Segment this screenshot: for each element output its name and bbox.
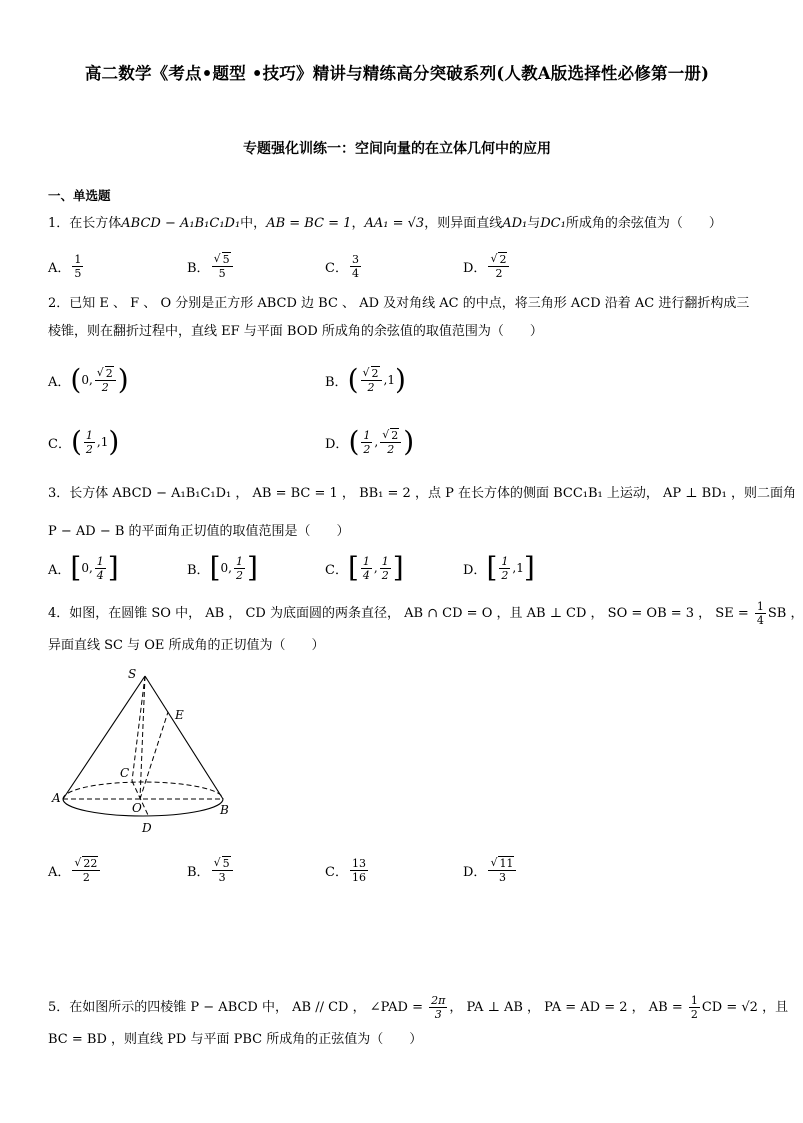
option-label: A． [48,260,71,276]
question-1-option-c[interactable] [325,244,363,288]
label-c: C [120,766,130,780]
section-heading: 一、单选题 [48,188,111,203]
question-2-option-c[interactable]: C． ( $\frac{1}{2}$ ,1 ) [48,425,120,458]
question-5-stem-line-1: 5．在如图所示的四棱锥 P − ABCD 中， AB // CD ， ∠PAD = $\frac{2\pi}{3}$ ， PA ⊥ AB ， PA = AD = 2 ， AB = $\frac{1}{2}$ CD = √2 ，且 [48,994,789,1021]
label-a: A [52,791,61,805]
question-3-option-b[interactable]: B． [ 0, $\frac{1}{2}$ ] [187,551,258,584]
segment-oe [140,712,168,799]
question-4-option-b[interactable] [187,848,235,892]
option-fraction: √ $\frac{5}{3}$ [212,857,233,884]
option-label: C． [325,864,348,880]
question-3-option-d[interactable]: D． [ $\frac{1}{2}$ ,1 ] [463,551,535,584]
question-4-option-c[interactable] [325,848,370,892]
question-2-option-a[interactable]: A． ( 0, √ $\frac{2}{2}$ ) [48,358,129,402]
option-fraction: $\frac{3}{4}$ [351,252,359,280]
question-4-option-d[interactable] [463,848,518,892]
option-label: B． [187,864,210,880]
question-4-stem-line-2: 异面直线 SC 与 OE 所成角的正切值为（ ） [48,638,325,653]
option-fraction: $\frac{1}{5}$ [74,252,82,280]
question-1-stem: 1．在长方体ABCD − A₁B₁C₁D₁中，AB = BC = 1，AA₁ = √3，则异面直线AD₁与DC₁所成角的余弦值为（ ） [48,216,722,231]
question-2-option-d[interactable]: D． ( $\frac{1}{2}$ , √ $\frac{2}{2}$ ) [325,420,414,464]
option-fraction: √ $\frac{2}{2}$ [488,253,509,280]
question-2-stem-line-1: 2．已知 E 、 F 、 O 分别是正方形 ABCD 边 BC 、 AD 及对角线 AC 的中点，将三角形 ACD 沿着 AC 进行翻折构成三 [48,296,750,311]
option-label: D． [463,864,487,880]
question-3-option-a[interactable]: A． [ 0, $\frac{1}{4}$ ] [48,551,119,584]
cone-slant-left [63,676,145,799]
question-4-stem-line-1: 4．如图，在圆锥 SO 中， AB ， CD 为底面圆的两条直径， AB ∩ CD = O ，且 AB ⊥ CD ， SO = OB = 3 ， SE = $\frac{1}{4}$ SB ， [48,600,803,627]
question-1-option-a[interactable] [48,244,85,288]
question-5-stem-line-2: BC = BD ，则直线 PD 与平面 PBC 所成角的正弦值为（ ） [48,1032,423,1047]
cone-figure [48,664,238,844]
question-2-stem-line-2: 棱锥，则在翻折过程中，直线 EF 与平面 BOD 所成角的余弦值的取值范围为（ ） [48,324,543,339]
option-fraction: √ $\frac{11}{3}$ [488,857,516,884]
option-label: B． [187,260,210,276]
option-label: A． [48,864,71,880]
option-label: C． [325,260,348,276]
label-s: S [128,667,137,681]
cone-slant-right [145,676,223,799]
document-subtitle: 专题强化训练一：空间向量的在立体几何中的应用 [243,141,551,157]
question-3-option-c[interactable]: C． [ $\frac{1}{4}$ , $\frac{1}{2}$ ] [325,551,404,584]
question-2-option-b[interactable]: B． ( √ $\frac{2}{2}$ ,1 ) [325,358,406,402]
label-o: O [132,801,142,815]
option-label: D． [463,260,487,276]
question-3-stem-line-2: P − AD − B 的平面角正切值的取值范围是（ ） [48,524,350,539]
label-e: E [175,708,184,722]
question-3-stem-line-1: 3．长方体 ABCD − A₁B₁C₁D₁ ， AB = BC = 1 ， BB₁ = 2 ，点 P 在长方体的侧面 BCC₁B₁ 上运动， AP ⊥ BD₁ ，则二面角 [48,486,796,501]
label-d: D [142,821,152,835]
document-title: 高二数学《考点•题型 •技巧》精讲与精练高分突破系列(人教A版选择性必修第一册) [84,64,710,83]
option-fraction: √ $\frac{22}{2}$ [72,857,100,884]
option-fraction: $\frac{13}{16}$ [351,856,366,884]
question-4-option-a[interactable] [48,848,102,892]
cone-base-front-arc [63,799,223,816]
question-1-option-d[interactable] [463,244,511,288]
label-b: B [220,803,229,817]
question-1-option-b[interactable] [187,244,235,288]
option-fraction: √ $\frac{5}{5}$ [212,253,233,280]
